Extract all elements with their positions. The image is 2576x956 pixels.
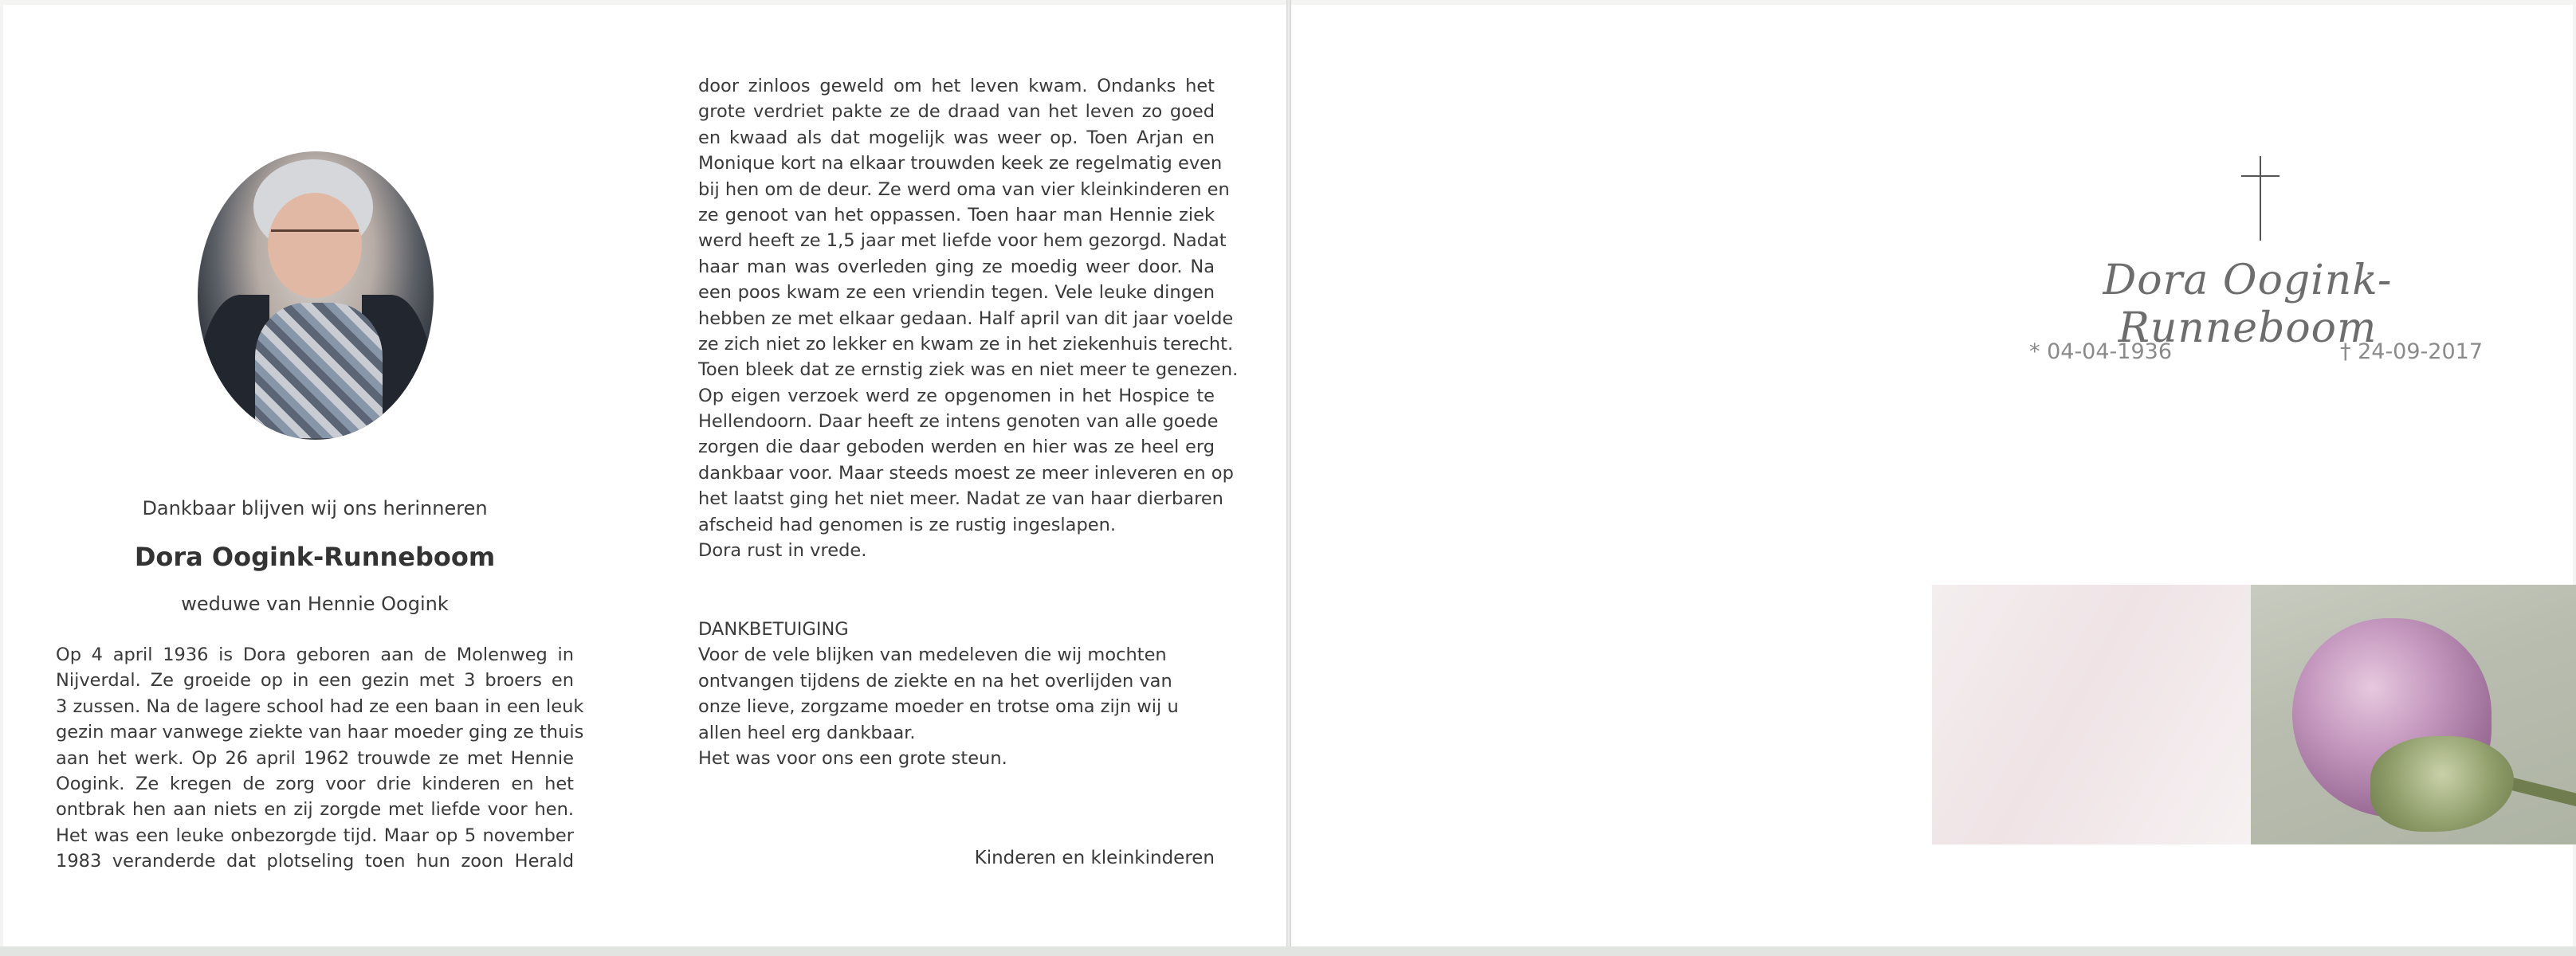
text-line: bij hen om de deur. Ze werd oma van vier kleinkinderen en bbox=[698, 178, 1230, 200]
text-line: hebben ze met elkaar gedaan. Half april van dit jaar voelde bbox=[698, 308, 1234, 329]
text-line: zorgen die daar geboden werden en hier was ze heel erg bbox=[698, 437, 1215, 458]
text-line: werd heeft ze 1,5 jaar met liefde voor hem gezorgd. Nadat bbox=[698, 230, 1227, 252]
acknowledgement-heading: DANKBETUIGING bbox=[698, 619, 849, 640]
flower-background-wash bbox=[1932, 585, 2251, 844]
text-line: Monique kort na elkaar trouwden keek ze regelmatig even bbox=[698, 153, 1223, 174]
text-line: door zinloos geweld om het leven kwam. Ondanks het bbox=[698, 76, 1215, 96]
text-line: 1983 veranderde dat plotseling toen hun zoon Herald bbox=[56, 851, 574, 872]
intro-line: Dankbaar blijven wij ons herinneren bbox=[142, 497, 488, 519]
text-line: afscheid had genomen is ze rustig ingeslapen. bbox=[698, 514, 1117, 535]
text-line: Toen bleek dat ze ernstig ziek was en niet meer te genezen. bbox=[698, 359, 1239, 381]
widow-line: weduwe van Hennie Oogink bbox=[181, 593, 449, 615]
birth-date: * 04-04-1936 bbox=[2029, 339, 2172, 364]
text-line: haar man was overleden ging ze moedig weer door. Na bbox=[698, 256, 1215, 277]
text-line: aan het werk. Op 26 april 1962 trouwde ze met Hennie bbox=[56, 747, 574, 769]
text-line: ze zich niet zo lekker en kwam ze in het ziekenhuis terecht. bbox=[698, 333, 1234, 355]
text-line: 3 zussen. Na de lagere school had ze een baan in een leuk bbox=[56, 695, 584, 717]
text-line: dankbaar voor. Maar steeds moest ze meer inleveren en op bbox=[698, 462, 1234, 484]
text-line: een poos kwam ze een vriendin tegen. Vele leuke dingen bbox=[698, 282, 1215, 304]
script-name: Dora Oogink-Runneboom bbox=[2103, 257, 2393, 352]
text-line: ontvangen tijdens de ziekte en na het overlijden van bbox=[698, 670, 1172, 692]
scan-bottom-edge bbox=[0, 946, 2576, 956]
text-line: Oogink. Ze kregen de zorg voor drie kinderen en het bbox=[56, 773, 574, 794]
acknowledgement-block bbox=[698, 617, 1215, 771]
text-line: Op eigen verzoek werd ze opgenomen in het Hospice te bbox=[698, 385, 1215, 406]
text-line: onze lieve, zorgzame moeder en trotse oma zijn wij u bbox=[698, 696, 1179, 718]
text-line: ze genoot van het oppassen. Toen haar man Hennie ziek bbox=[698, 204, 1215, 225]
text-line: Hellendoorn. Daar heeft ze intens genoten van alle goede bbox=[698, 411, 1219, 433]
text-line: Voor de vele blijken van medeleven die wij mochten bbox=[698, 645, 1167, 666]
text-line: Dora rust in vrede. bbox=[698, 540, 867, 562]
biography-column-1 bbox=[56, 642, 584, 875]
text-line: allen heel erg dankbaar. bbox=[698, 722, 916, 743]
biography-column-2 bbox=[698, 73, 1239, 563]
signature-line: Kinderen en kleinkinderen bbox=[974, 848, 1215, 868]
text-line: grote verdriet pakte ze de draad van het leven zo goed bbox=[698, 101, 1215, 123]
card-fold bbox=[1286, 0, 1291, 956]
text-line: Nijverdal. Ze groeide op in een gezin met 3 broers en bbox=[56, 670, 574, 692]
cross-icon bbox=[2241, 156, 2280, 241]
portrait-photo bbox=[198, 151, 434, 440]
text-line: ontbrak hen aan niets en zij zorgde met liefde voor hen. bbox=[56, 799, 574, 821]
deceased-name-heading: Dora Oogink-Runneboom bbox=[134, 542, 496, 572]
text-line: Op 4 april 1936 is Dora geboren aan de Molenweg in bbox=[56, 645, 574, 665]
text-line: Het was voor ons een grote steun. bbox=[698, 748, 1007, 770]
death-date: † 24-09-2017 bbox=[2340, 339, 2483, 364]
text-line: Het was een leuke onbezorgde tijd. Maar op 5 november bbox=[56, 825, 574, 846]
text-line: en kwaad als dat mogelijk was weer op. Toen Arjan en bbox=[698, 127, 1215, 148]
text-line: het laatst ging het niet meer. Nadat ze van haar dierbaren bbox=[698, 488, 1223, 510]
text-line: gezin maar vanwege ziekte van haar moeder ging ze thuis bbox=[56, 722, 584, 743]
peony-photo bbox=[2251, 585, 2576, 844]
